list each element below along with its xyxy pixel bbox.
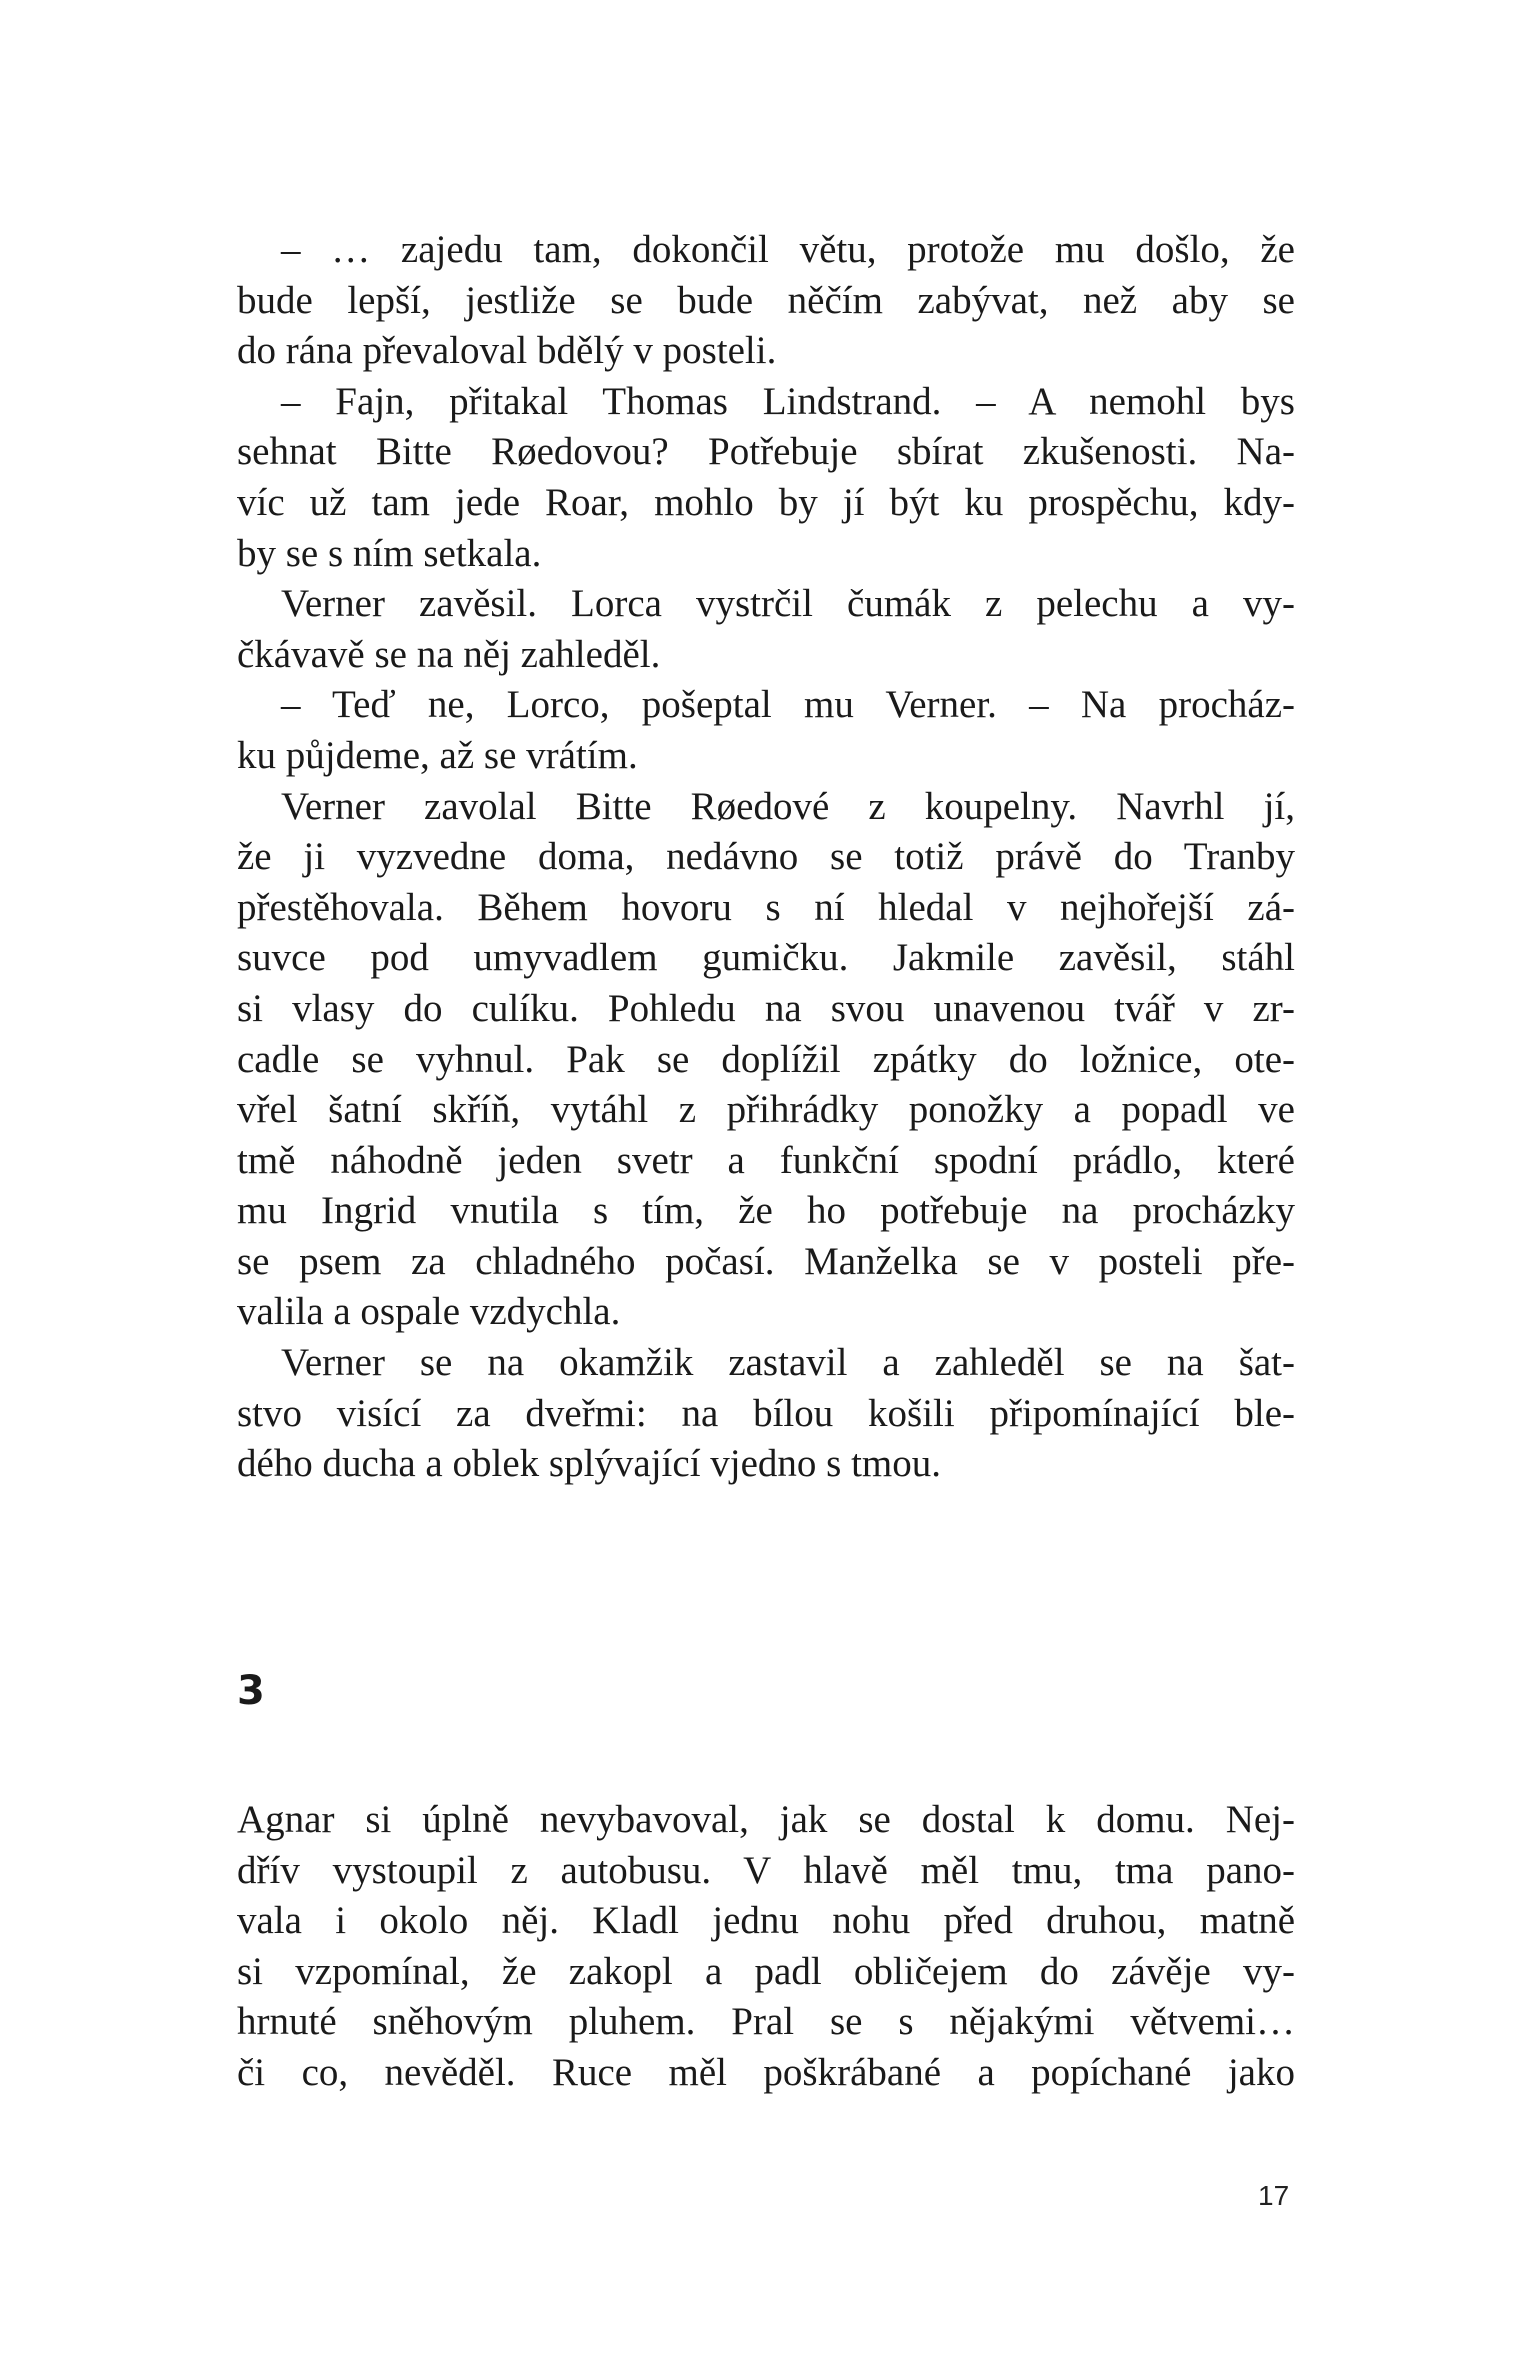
text-line: Verner zavěsil. Lorca vystrčil čumák z pelechu a vy- <box>281 582 1295 626</box>
text-line: či co, nevěděl. Ruce měl poškrábané a popíchané jako <box>237 2050 1295 2094</box>
text-line: Agnar si úplně nevybavoval, jak se dostal k domu. Nej- <box>237 1798 1295 1841</box>
text-line: by se s ním setkala. <box>237 531 542 575</box>
text-line: mu Ingrid vnutila s tím, že ho potřebuje na procházky <box>237 1189 1295 1233</box>
page-number: 17 <box>1258 2180 1290 2211</box>
text-line: – … zajedu tam, dokončil větu, protože mu došlo, že <box>281 228 1295 271</box>
chapter-number: 3 <box>237 1668 265 1714</box>
text-line: víc už tam jede Roar, mohlo by jí být ku prospěchu, kdy- <box>237 480 1295 524</box>
text-line: bude lepší, jestliže se bude něčím zabývat, než aby se <box>237 278 1295 322</box>
text-line: tmě náhodně jeden svetr a funkční spodní prádlo, které <box>237 1138 1295 1182</box>
text-line: valila a ospale vzdychla. <box>237 1290 621 1334</box>
text-line: Verner se na okamžik zastavil a zahleděl se na šat- <box>281 1341 1295 1385</box>
text-line: hrnuté sněhovým pluhem. Pral se s nějakými větvemi… <box>237 2000 1295 2044</box>
text-line: stvo visící za dveřmi: na bílou košili připomínající ble- <box>237 1391 1295 1435</box>
text-line: ku půjdeme, až se vrátím. <box>237 733 638 777</box>
text-line: suvce pod umyvadlem gumičku. Jakmile zavěsil, stáhl <box>237 936 1295 980</box>
text-line: – Teď ne, Lorco, pošeptal mu Verner. – Na procház- <box>281 683 1295 727</box>
text-line: si vlasy do culíku. Pohledu na svou unavenou tvář v zr- <box>237 986 1295 1030</box>
text-line: Verner zavolal Bitte Røedové z koupelny. Navrhl jí, <box>281 784 1295 828</box>
text-line: že ji vyzvedne doma, nedávno se totiž právě do Tranby <box>237 835 1295 879</box>
text-line: – Fajn, přitakal Thomas Lindstrand. – A nemohl bys <box>281 379 1295 423</box>
text-line: se psem za chladného počasí. Manželka se v posteli pře- <box>237 1239 1295 1283</box>
text-line: dřív vystoupil z autobusu. V hlavě měl tmu, tma pano- <box>237 1848 1295 1892</box>
text-line: čkávavě se na něj zahleděl. <box>237 632 661 676</box>
text-line: cadle se vyhnul. Pak se doplížil zpátky do ložnice, ote- <box>237 1037 1295 1081</box>
text-line: přestěhovala. Během hovoru s ní hledal v nejhořejší zá- <box>237 885 1295 929</box>
text-line: vřel šatní skříň, vytáhl z přihrádky ponožky a popadl ve <box>237 1088 1295 1132</box>
body-text-section-2-end <box>237 225 1295 1490</box>
text-line: si vzpomínal, že zakopl a padl obličejem do závěje vy- <box>237 1949 1295 1993</box>
body-text-chapter-3 <box>237 1795 1295 2099</box>
text-line: dého ducha a oblek splývající vjedno s tmou. <box>237 1442 942 1486</box>
text-line: vala i okolo něj. Kladl jednu nohu před druhou, matně <box>237 1899 1295 1943</box>
text-line: sehnat Bitte Røedovou? Potřebuje sbírat zkušenosti. Na- <box>237 430 1295 474</box>
text-line: do rána převaloval bdělý v posteli. <box>237 329 777 373</box>
